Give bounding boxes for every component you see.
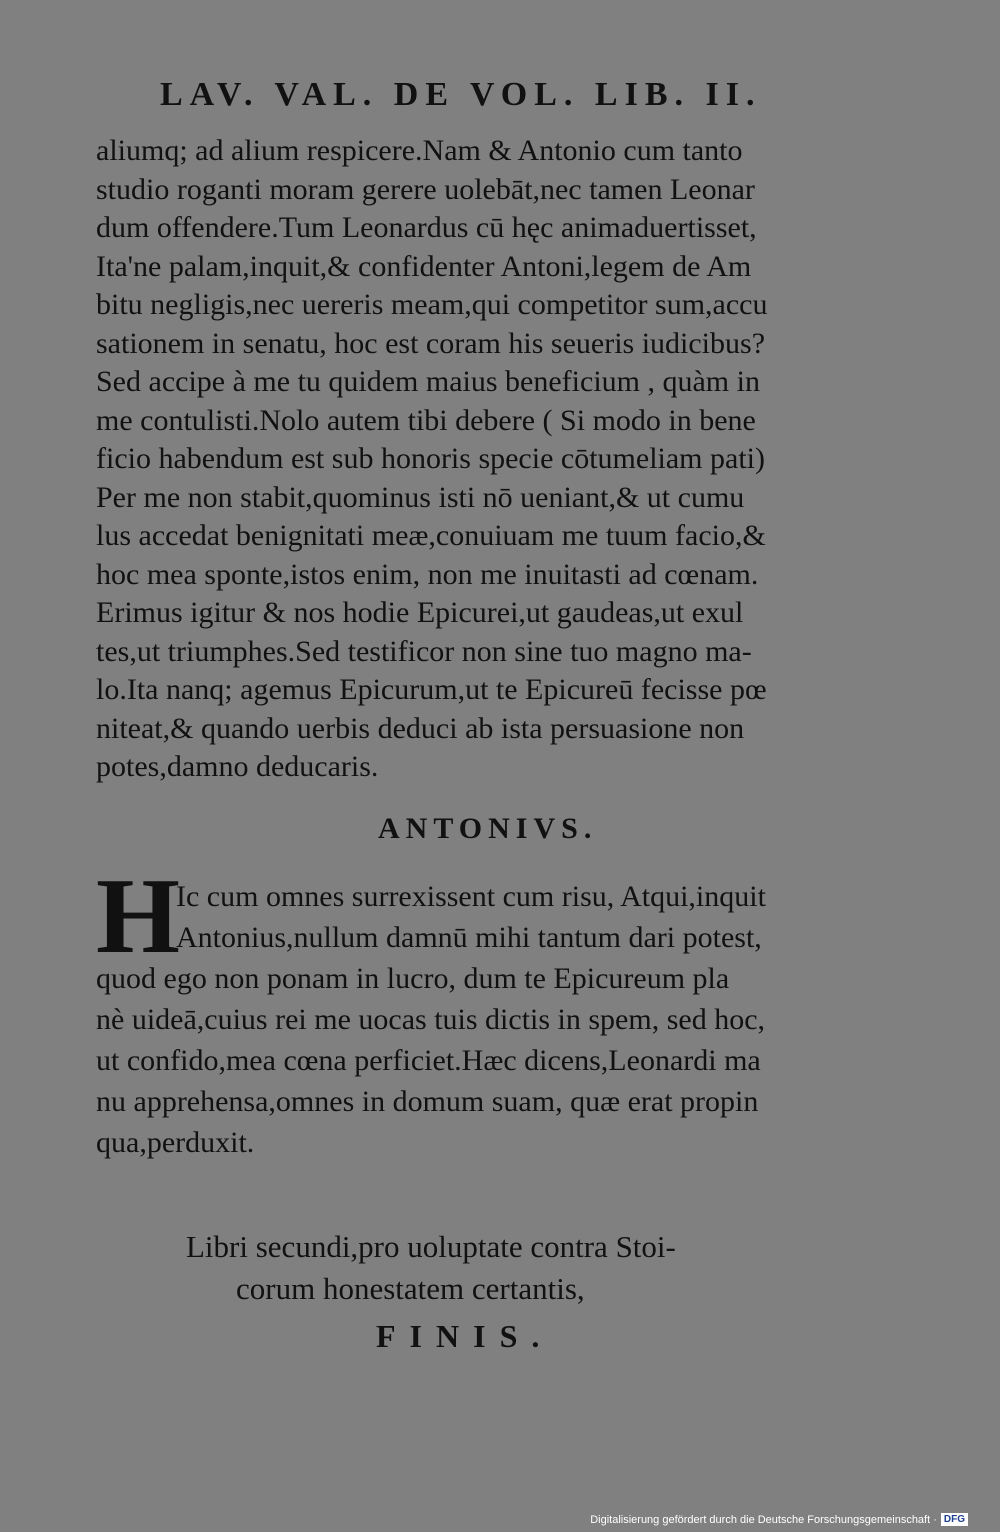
text-line: ut confido,mea cœna perficiet.Hæc dicens,Leonardi ma — [96, 1044, 761, 1077]
text-line: quod ego non ponam in lucro, dum te Epicureum pla — [96, 962, 730, 995]
text-line: potes,damno deducaris. — [96, 750, 379, 783]
text-line: lus accedat benignitati meæ,conuiuam me tuum facio,& — [96, 519, 766, 552]
digitization-credit — [590, 1513, 968, 1526]
paragraph-leonardus — [96, 132, 956, 787]
colophon-line: corum honestatem certantis, — [236, 1271, 585, 1306]
text-line: dum offendere.Tum Leonardus cū hęc animaduertisset, — [96, 211, 757, 244]
dfg-logo-icon: DFG — [941, 1513, 968, 1526]
drop-cap-initial: H — [96, 857, 181, 976]
text-line: Erimus igitur & nos hodie Epicurei,ut gaudeas,ut exul — [96, 596, 744, 629]
text-line: Antonius,nullum damnū mihi tantum dari potest, — [176, 921, 762, 954]
text-line: nu apprehensa,omnes in domum suam, quæ erat propin — [96, 1085, 759, 1118]
text-line: Sed accipe à me tu quidem maius beneficium , quàm in — [96, 365, 760, 398]
text-line: Ic cum omnes surrexissent cum risu, Atqui,inquit — [176, 880, 766, 913]
paragraph-antonius — [96, 876, 956, 1163]
finis-mark: FINIS. — [376, 1318, 554, 1354]
text-line: niteat,& quando uerbis deduci ab ista persuasione non — [96, 711, 745, 745]
text-line: tes,ut triumphes.Sed testificor non sine tuo magno ma- — [96, 634, 752, 668]
text-line: hoc mea sponte,istos enim, non me inuitasti ad cœnam. — [96, 557, 759, 591]
text-line: Per me non stabit,quominus isti nō ueniant,& ut cumu — [96, 480, 745, 514]
text-line: lo.Ita nanq; agemus Epicurum,ut te Epicureū fecisse pœ — [96, 673, 767, 706]
colophon — [186, 1226, 886, 1310]
credit-text: Digitalisierung gefördert durch die Deutsche Forschungsgemeinschaft · — [590, 1513, 937, 1526]
text-line: Ita'ne palam,inquit,& confidenter Antoni,legem de Am — [96, 249, 752, 283]
text-line: ficio habendum est sub honoris specie cōtumeliam pati) — [96, 442, 765, 475]
text-line: sationem in senatu, hoc est coram his seueris iudicibus? — [96, 326, 766, 360]
text-line: aliumq; ad alium respicere.Nam & Antonio cum tanto — [96, 134, 743, 167]
colophon-line: Libri secundi,pro uoluptate contra Stoi- — [186, 1229, 676, 1264]
text-line: nè uideā,cuius rei me uocas tuis dictis in spem, sed hoc, — [96, 1003, 766, 1036]
text-line: studio roganti moram gerere uolebāt,nec tamen Leonar — [96, 172, 755, 206]
text-line: qua,perduxit. — [96, 1126, 255, 1159]
section-heading-antonius: ANTONIVS. — [378, 812, 598, 845]
text-line: me contulisti.Nolo autem tibi debere ( Si modo in bene — [96, 403, 756, 437]
text-line: bitu negligis,nec uereris meam,qui competitor sum,accu — [96, 288, 768, 321]
running-head: LAV. VAL. DE VOL. LIB. II. — [160, 76, 762, 113]
